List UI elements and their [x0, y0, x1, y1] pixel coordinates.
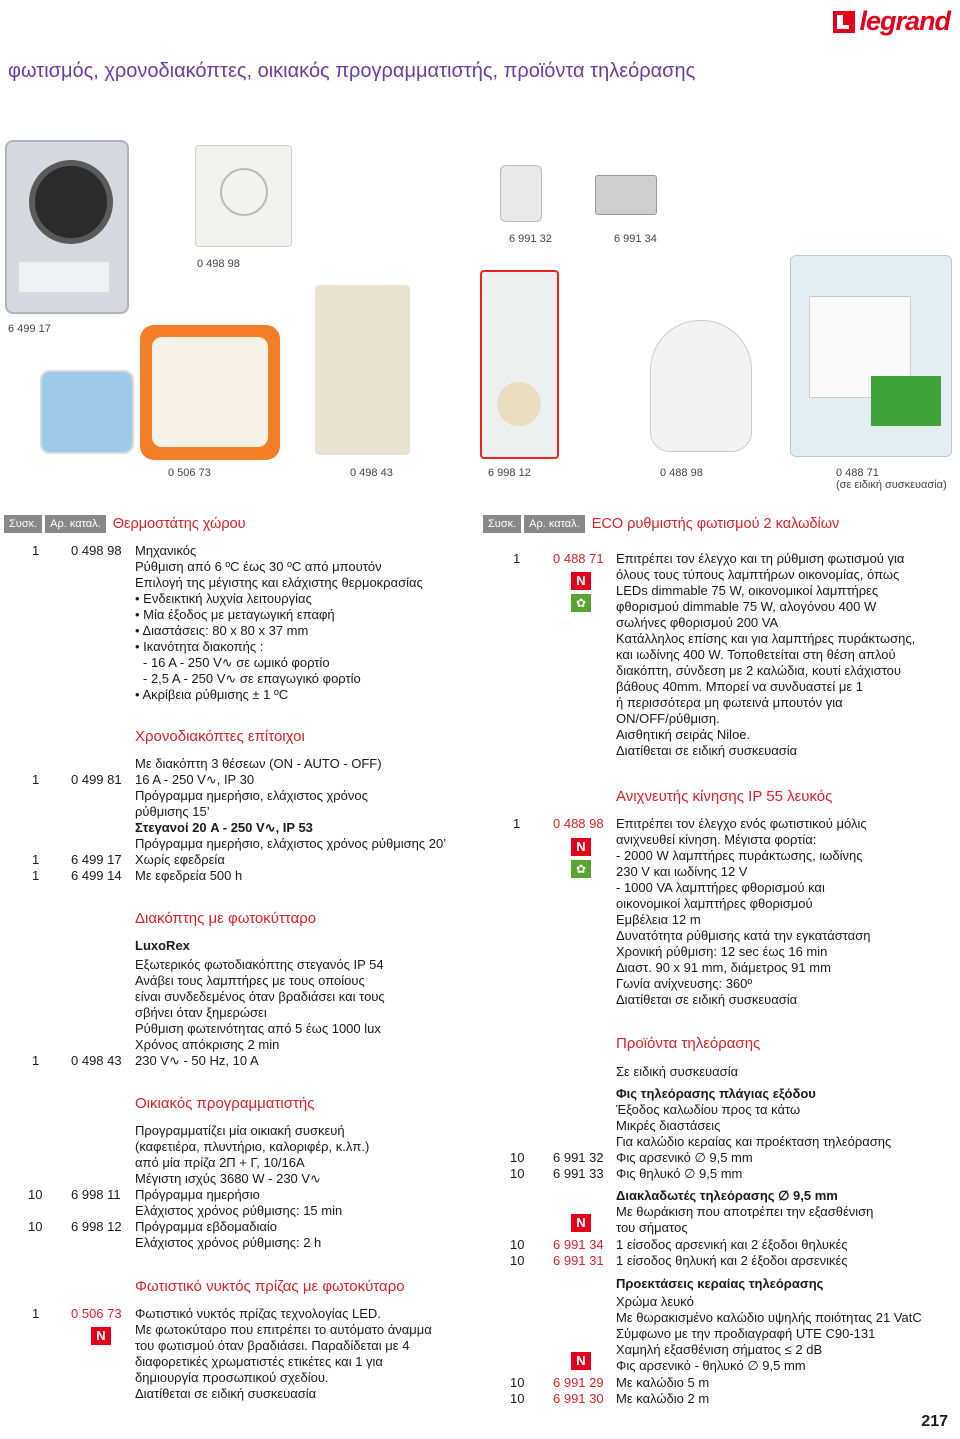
spec-line: Προεκτάσεις κεραίας τηλεόρασης	[616, 1276, 824, 1291]
spec-line: Φις θηλυκό ∅ 9,5 mm	[616, 1166, 743, 1181]
catalog-ref: 6 499 17	[71, 852, 122, 867]
qty: 1	[32, 868, 40, 883]
qty: 1	[32, 772, 40, 787]
image-label: 0 488 98	[660, 467, 703, 479]
spec-line: • Διαστάσεις: 80 x 80 x 37 mm	[135, 623, 309, 638]
image-label: 6 991 34	[614, 233, 657, 245]
tv-splitter-image	[595, 175, 657, 215]
col-qty-header: Συσκ.	[4, 515, 42, 533]
qty: 10	[510, 1391, 525, 1406]
eco-leaf-icon: ✿	[571, 860, 591, 878]
spec-line: διακόπτη, σύνδεση με 2 καλώδια, κουτί ελάχιστου	[616, 663, 901, 678]
brand-logo	[833, 6, 950, 37]
spec-line: του σήματος	[616, 1220, 688, 1235]
spec-line: όλους τους τύπους λαμπτήρων οικονομίας, όπως	[616, 567, 900, 582]
spec-line: Επιτρέπει τον έλεγχο ενός φωτιστικού μόλις	[616, 816, 867, 831]
spec-line: Αισθητική σειράς Niloe.	[616, 727, 751, 742]
section-title: Φωτιστικό νυκτός πρίζας με φωτοκύταρο	[135, 1278, 405, 1295]
spec-line: Ελάχιστος χρόνος ρύθμισης: 15 min	[135, 1203, 343, 1218]
spec-line: • Ενδεικτική λυχνία λειτουργίας	[135, 591, 312, 606]
spec-line: Γωνία ανίχνευσης: 360º	[616, 976, 753, 991]
spec-line: Μέγιστη ισχύς 3680 W - 230 V∿	[135, 1171, 321, 1186]
brand-name: legrand	[859, 6, 950, 36]
qty: 10	[510, 1375, 525, 1390]
spec-line: Εμβέλεια 12 m	[616, 912, 701, 927]
spec-line: - 2,5 A - 250 V∿ σε επαγωγικό φορτίο	[143, 671, 361, 686]
spec-line: Σύμφωνο με την προδιαγραφή UTE C90-131	[616, 1326, 876, 1341]
section-title: Ανιχνευτής κίνησης IP 55 λευκός	[616, 788, 833, 805]
spec-line: οικονομικοί λαμπτήρες φθορισμού	[616, 896, 813, 911]
spec-line: Πρόγραμμα εβδομαδιαίο	[135, 1219, 278, 1234]
spec-line: Με εφεδρεία 500 h	[135, 868, 243, 883]
spec-line: - 1000 VA λαμπτήρες φθορισμού και	[616, 880, 825, 895]
spec-line: Με διακόπτη 3 θέσεων (ON - AUTO - OFF)	[135, 756, 382, 771]
spec-line: 16 A - 250 V∿, IP 30	[135, 772, 255, 787]
spec-line: Με καλώδιο 2 m	[616, 1391, 710, 1406]
section-title: Χρονοδιακόπτες επίτοιχοι	[135, 728, 305, 745]
spec-line: Με θωρακισμένο καλώδιο υψηλής ποιότητας 21 VatC	[616, 1310, 922, 1325]
qty: 1	[513, 551, 521, 566]
spec-line: Φις αρσενικό ∅ 9,5 mm	[616, 1150, 753, 1165]
qty: 1	[513, 816, 521, 831]
qty: 10	[510, 1166, 525, 1181]
image-label: 6 998 12	[488, 467, 531, 479]
spec-line: Πρόγραμμα ημερήσιο, ελάχιστος χρόνος ρύθμισης 20’	[135, 836, 447, 851]
spec-line: και ιωδίνης 400 W. Τοποθετείται στη θέση απλού	[616, 647, 896, 662]
photocell-switch-image	[315, 285, 410, 455]
qty: 1	[32, 852, 40, 867]
catalog-ref: 6 991 32	[553, 1150, 604, 1165]
eco-leaf-icon: ✿	[571, 594, 591, 612]
spec-line: δημιουργία προσωπικού σχεδίου.	[135, 1370, 329, 1385]
spec-line: 1 είσοδος θηλυκή και 2 έξοδοι αρσενικές	[616, 1253, 848, 1268]
catalog-ref: 6 991 30	[553, 1391, 604, 1406]
night-light-package-image	[140, 325, 280, 460]
spec-line: φθορισμού dimmable 75 W, αλογόνου 400 W	[616, 599, 877, 614]
col-qty-header: Συσκ.	[483, 515, 521, 533]
image-label: 0 498 98	[197, 258, 240, 270]
spec-line: διαφορετικές χρωματιστές ετικέτες και 1 για	[135, 1354, 383, 1369]
image-label: 0 488 71	[836, 467, 879, 479]
spec-line: βάθους 40mm. Μπορεί να συνδυαστεί με 1	[616, 679, 864, 694]
spec-line: Εξωτερικός φωτοδιακόπτης στεγανός IP 54	[135, 957, 384, 972]
spec-line: Διατίθεται σε ειδική συσκευασία	[616, 992, 798, 1007]
new-product-badge: N	[571, 1214, 591, 1232]
spec-line: LuxoRex	[135, 938, 190, 953]
catalog-ref: 0 488 71	[553, 551, 604, 566]
spec-line: Δυνατότητα ρύθμισης κατά την εγκατάσταση	[616, 928, 871, 943]
spec-line: Διαστ. 90 x 91 mm, διάμετρος 91 mm	[616, 960, 831, 975]
spec-line: Με καλώδιο 5 m	[616, 1375, 710, 1390]
spec-line: ή περισσότερα μη φωτεινά μπουτόν για	[616, 695, 843, 710]
spec-line: • Ακρίβεια ρύθμισης ± 1 ºC	[135, 687, 289, 702]
spec-line: Επιτρέπει τον έλεγχο και τη ρύθμιση φωτισμού για	[616, 551, 905, 566]
spec-line: ON/OFF/ρύθμιση.	[616, 711, 720, 726]
catalog-ref: 6 998 11	[71, 1187, 121, 1202]
tv-plug-image	[500, 165, 542, 222]
qty: 1	[32, 1053, 40, 1068]
catalog-ref: 0 498 98	[71, 543, 122, 558]
spec-line: • Μία έξοδος με μεταγωγική επαφή	[135, 607, 335, 622]
home-programmer-image	[480, 270, 559, 459]
night-light-image	[40, 370, 134, 454]
col-ref-header: Αρ. καταλ.	[45, 515, 106, 533]
spec-line: σβήνει όταν ξημερώσει	[135, 1005, 267, 1020]
spec-line: ανιχνευθεί κίνηση. Μέγιστα φορτία:	[616, 832, 817, 847]
spec-line: σωλήνες φθορισμού 200 VA	[616, 615, 779, 630]
spec-line: 230 V∿ - 50 Hz, 10 A	[135, 1053, 259, 1068]
catalog-ref: 6 991 33	[553, 1166, 604, 1181]
image-label: (σε ειδική συσκευασία)	[836, 479, 947, 491]
spec-line: Με θωράκιση που αποτρέπει την εξασθένιση	[616, 1204, 874, 1219]
catalog-ref: 6 998 12	[71, 1219, 122, 1234]
spec-line: Φις αρσενικό - θηλυκό ∅ 9,5 mm	[616, 1358, 806, 1373]
qty: 10	[510, 1253, 525, 1268]
section-title: Προϊόντα τηλεόρασης	[616, 1035, 761, 1052]
spec-line: Προγραμματίζει μία οικιακή συσκευή	[135, 1123, 345, 1138]
catalog-ref: 6 991 34	[553, 1237, 604, 1252]
spec-line: Διατίθεται σε ειδική συσκευασία	[135, 1386, 317, 1401]
spec-line: από μία πρίζα 2Π + Γ, 10/16A	[135, 1155, 305, 1170]
spec-line: 230 V και ιωδίνης 12 V	[616, 864, 748, 879]
waterproof-timer-image	[5, 140, 129, 314]
qty: 10	[28, 1187, 43, 1202]
spec-line: - 16 A - 250 V∿ σε ωμικό φορτίο	[143, 655, 330, 670]
motion-detector-image	[650, 320, 752, 452]
spec-line: 1 είσοδος αρσενική και 2 έξοδοι θηλυκές	[616, 1237, 848, 1252]
spec-line: Φις τηλεόρασης πλάγιας εξόδου	[616, 1086, 816, 1101]
spec-line: Για καλώδιο κεραίας και προέκταση τηλεόρασης	[616, 1134, 892, 1149]
spec-line: είναι συνδεδεμένος όταν βραδιάσει και τους	[135, 989, 385, 1004]
eco-dimmer-package-image	[790, 255, 952, 457]
qty: 1	[32, 543, 40, 558]
new-product-badge: N	[571, 838, 591, 856]
spec-line: Επιλογή της μέγιστης και ελάχιστης θερμοκρασίας	[135, 575, 423, 590]
spec-line: του φωτισμού όταν βραδιάσει. Παραδίδεται με 4	[135, 1338, 410, 1353]
section-title: Διακόπτης με φωτοκύτταρο	[135, 910, 317, 927]
spec-line: Μικρές διαστάσεις	[616, 1118, 721, 1133]
right-column-header	[483, 513, 842, 535]
section-title: ECO ρυθμιστής φωτισμού 2 καλωδίων	[591, 516, 840, 532]
spec-line: Πρόγραμμα ημερήσιο	[135, 1187, 260, 1202]
catalog-ref: 0 488 98	[553, 816, 604, 831]
spec-line: Χρώμα λευκό	[616, 1294, 694, 1309]
spec-line: Με φωτοκύταρο που επιτρέπει το αυτόματο άναμμα	[135, 1322, 432, 1337]
catalog-ref: 6 499 14	[71, 868, 122, 883]
spec-line: Πρόγραμμα ημερήσιο, ελάχιστος χρόνος	[135, 788, 368, 803]
spec-line: • Ικανότητα διακοπής :	[135, 639, 264, 654]
spec-line: (καφετιέρα, πλυντήριο, καλοριφέρ, κ.λπ.)	[135, 1139, 370, 1154]
col-ref-header: Αρ. καταλ.	[524, 515, 585, 533]
room-thermostat-image	[195, 145, 292, 247]
image-label: 6 991 32	[509, 233, 552, 245]
section-title: Οικιακός προγραμματιστής	[135, 1095, 315, 1112]
page-number: 217	[921, 1413, 948, 1430]
spec-line: Σε ειδική συσκευασία	[616, 1064, 739, 1079]
spec-line: Στεγανοί 20 A - 250 V∿, IP 53	[135, 820, 313, 835]
section-title: Θερμοστάτης χώρου	[112, 516, 246, 532]
spec-line: Διατίθεται σε ειδική συσκευασία	[616, 743, 798, 758]
page-title: φωτισμός, χρονοδιακόπτες, οικιακός προγραμματιστής, προϊόντα τηλεόρασης	[8, 60, 696, 82]
spec-line: Ρύθμιση φωτεινότητας από 5 έως 1000 lux	[135, 1021, 381, 1036]
spec-line: Χαμηλή εξασθένιση σήματος ≤ 2 dB	[616, 1342, 823, 1357]
catalog-ref: 0 499 81	[71, 772, 122, 787]
spec-line: Ρύθμιση από 6 ºC έως 30 ºC από μπουτόν	[135, 559, 382, 574]
catalog-ref: 0 506 73	[71, 1306, 122, 1321]
spec-line: LEDs dimmable 75 W, οικονομικοί λαμπτήρες	[616, 583, 879, 598]
image-label: 6 499 17	[8, 323, 51, 335]
catalog-ref: 0 498 43	[71, 1053, 122, 1068]
qty: 10	[510, 1150, 525, 1165]
new-product-badge: N	[571, 572, 591, 590]
new-product-badge: N	[91, 1327, 111, 1345]
qty: 10	[510, 1237, 525, 1252]
spec-line: Χρόνος απόκρισης 2 min	[135, 1037, 280, 1052]
spec-line: Έξοδος καλωδίου προς τα κάτω	[616, 1102, 801, 1117]
spec-line: ρύθμισης 15’	[135, 804, 210, 819]
image-label: 0 498 43	[350, 467, 393, 479]
image-label: 0 506 73	[168, 467, 211, 479]
left-column-header	[4, 513, 249, 535]
legrand-logo-icon	[833, 11, 855, 33]
qty: 1	[32, 1306, 40, 1321]
spec-line: Ανάβει τους λαμπτήρες με τους οποίους	[135, 973, 365, 988]
spec-line: Κατάλληλος επίσης και για λαμπτήρες πυράκτωσης,	[616, 631, 916, 646]
catalog-ref: 6 991 29	[553, 1375, 604, 1390]
spec-line: Διακλαδωτές τηλεόρασης ∅ 9,5 mm	[616, 1188, 838, 1203]
spec-line: - 2000 W λαμπτήρες πυράκτωσης, ιωδίνης	[616, 848, 863, 863]
qty: 10	[28, 1219, 43, 1234]
catalog-ref: 6 991 31	[553, 1253, 604, 1268]
spec-line: Χρονική ρύθμιση: 12 sec έως 16 min	[616, 944, 828, 959]
spec-line: Φωτιστικό νυκτός πρίζας τεχνολογίας LED.	[135, 1306, 381, 1321]
spec-line: Μηχανικός	[135, 543, 197, 558]
new-product-badge: N	[571, 1352, 591, 1370]
spec-line: Χωρίς εφεδρεία	[135, 852, 225, 867]
spec-line: Ελάχιστος χρόνος ρύθμισης: 2 h	[135, 1235, 322, 1250]
